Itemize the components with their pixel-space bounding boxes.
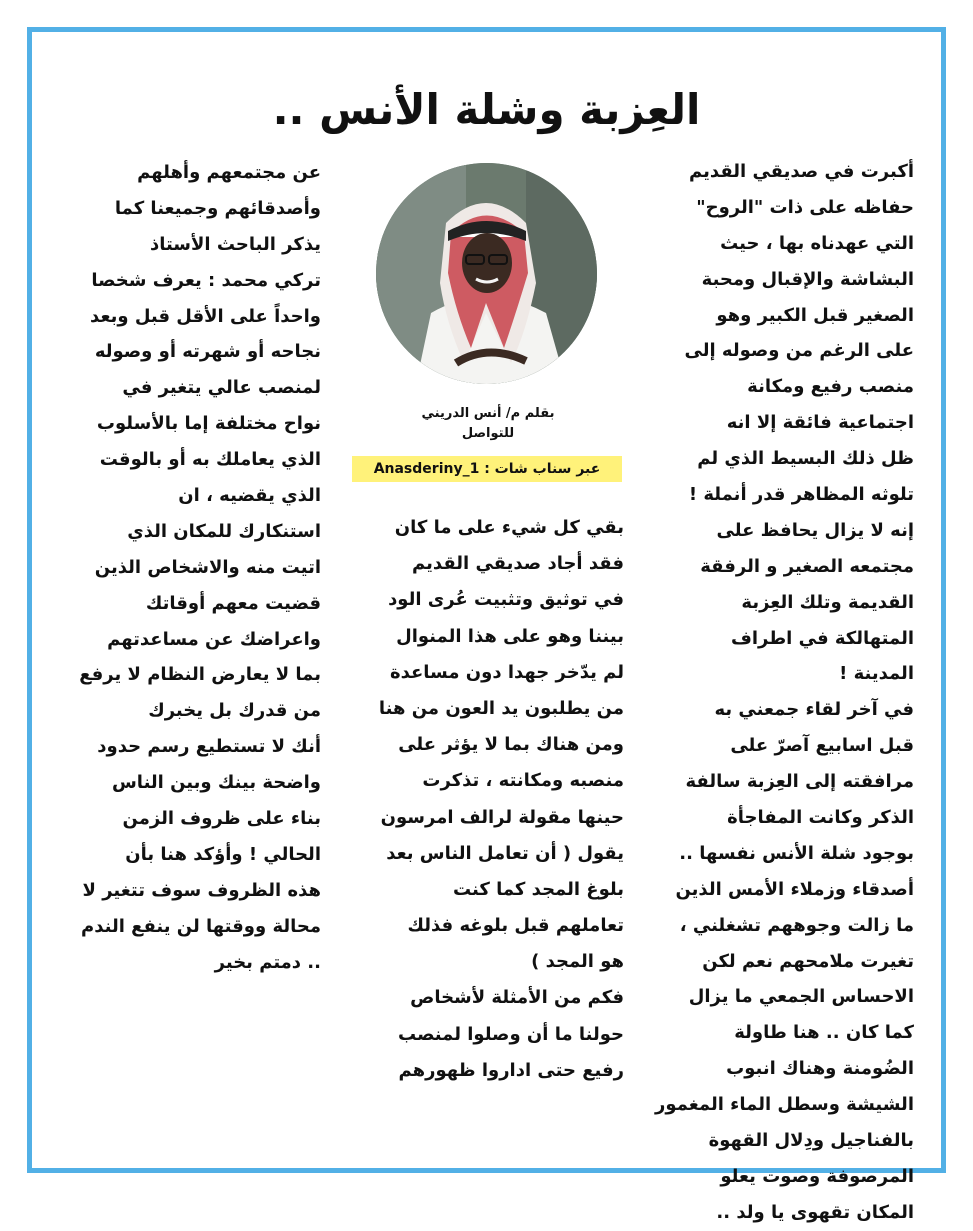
article-line: في آخر لقاء جمعني به [714,699,914,721]
article-line: أنك لا تستطيع رسم حدود [97,736,321,758]
article-line: المرصوفة وصوت يعلو [720,1165,914,1187]
article-line: .. دمتم بخير [214,951,321,973]
article-line: الضُومنة وهناك انبوب [726,1058,914,1080]
article-line: بقي كل شيء على ما كان [394,517,624,538]
article-column-middle [352,510,624,1089]
article-line: الشيشة وسطل الماء المغمور [655,1094,914,1116]
article-line: الحالي ! وأؤكد هنا بأن [125,843,321,865]
article-line: مرافقته إلى العِزبة سالفة [685,771,914,793]
article-line: تلوثه المظاهر قدر أنملة ! [688,484,914,506]
article-line: نجاحه أو شهرته أو وصوله [94,341,321,363]
author-photo-illustration [376,163,597,384]
article-line: وأصدقائهم وجميعنا كما [114,197,321,219]
article-line: الذي يعاملك به أو بالوقت [99,449,321,471]
contact-label: للتواصل [461,426,515,441]
article-line: ومن هناك بما لا يؤثر على [398,734,624,756]
article-line: نواح مختلفة إما بالأسلوب [96,413,321,435]
article-line: الذي يقضيه ، ان [178,485,321,507]
article-line: فكم من الأمثلة لأشخاص [410,987,624,1009]
article-line: أكبرت في صديقي القديم [689,161,914,182]
article-line: الذكر وكانت المفاجأة [727,807,914,829]
article-line: يذكر الباحث الأستاذ [149,233,321,255]
article-line: منصب رفيع ومكانة [747,376,914,398]
article-line: رفيع حتى اداروا ظهورهم [398,1059,624,1081]
article-line: على الرغم من وصوله إلى [684,340,914,362]
article-line: حفاظه على ذات "الروح" [696,196,914,218]
article-line: واحداً على الأقل قبل وبعد [90,305,321,327]
article-line: من قدرك بل يخبرك [148,700,321,722]
article-line: حولنا ما أن وصلوا لمنصب [398,1023,624,1045]
article-line: بيننا وهو على هذا المنوال [396,625,624,647]
article-line: واضحة بينك وبين الناس [111,772,321,794]
author-byline [352,404,624,444]
snapchat-handle: عبر سناب شات : Anasderiny_1 [352,456,622,482]
article-line: المكان تقهوى يا ولد .. [716,1201,914,1223]
article-line: ظل ذلك البسيط الذي لم [697,448,914,470]
article-line: بلوغ المجد كما كنت [452,878,624,900]
article-line: هذه الظروف سوف تتغير لا [82,879,321,901]
article-line: استنكارك للمكان الذي [127,520,321,542]
article-line: قضيت معهم أوقاتك [145,592,321,614]
article-column-left [55,155,321,980]
article-line: بما لا يعارض النظام لا يرفع [79,664,321,686]
article-line: الصغير قبل الكبير وهو [716,304,914,326]
article-line: المدينة ! [839,663,914,685]
article-line: بالفناجيل ودِلال القهوة [708,1130,914,1152]
article-line: ما زالت وجوههم تشغلني ، [679,914,914,936]
article-line: لم يدّخر جهدا دون مساعدة [389,661,624,683]
article-line: عن مجتمعهم وأهلهم [137,162,321,183]
article-line: إنه لا يزال يحافظ على [716,519,914,541]
article-line: بوجود شلة الأنس نفسها .. [679,842,914,864]
article-line: كما كان .. هنا طاولة [734,1022,914,1044]
article-line: محالة ووقتها لن ينفع الندم [81,915,321,937]
article-line: اجتماعية فائقة إلا انه [726,412,914,434]
article-line: من يطلبون يد العون من هنا [378,697,624,719]
article-line: الاحساس الجمعي ما يزال [688,986,914,1008]
article-line: حينها مقولة لرالف امرسون [380,806,624,828]
article-line: منصبه ومكانته ، تذكرت [422,770,624,792]
article-line: القديمة وتلك العِزبة [741,591,914,613]
article-line: فقد أجاد صديقي القديم [412,553,624,575]
article-line: أصدقاء وزملاء الأمس الذين [675,878,914,900]
article-line: تركي محمد : يعرف شخصا [91,269,321,291]
article-line: البشاشة والإقبال ومحبة [701,268,914,290]
article-line: يقول ( أن تعامل الناس بعد [386,842,624,864]
article-line: هو المجد ) [531,951,624,973]
article-line: مجتمعه الصغير و الرفقة [700,555,914,577]
article-line: اتيت منه والاشخاص الذين [94,556,321,578]
article-title: العِزبة وشلة الأنس .. [272,85,701,134]
author-photo [376,163,597,384]
article-line: تغيرت ملامحهم نعم لكن [702,950,914,972]
article-line: لمنصب عالي يتغير في [122,377,321,399]
article-column-right [648,154,914,1231]
author-name: بقلم م/ أنس الدريني [421,406,555,421]
article-line: واعراضك عن مساعدتهم [107,628,321,650]
article-line: قبل اسابيع آصرّ على [730,735,914,757]
article-line: التي عهدناه بها ، حيث [720,232,914,254]
article-line: في توثيق وتثبيت عُرى الود [388,589,624,611]
article-line: المتهالكة في اطراف [730,627,914,649]
article-line: تعاملهم قبل بلوغه فذلك [407,915,624,937]
article-line: بناء على ظروف الزمن [122,808,321,830]
